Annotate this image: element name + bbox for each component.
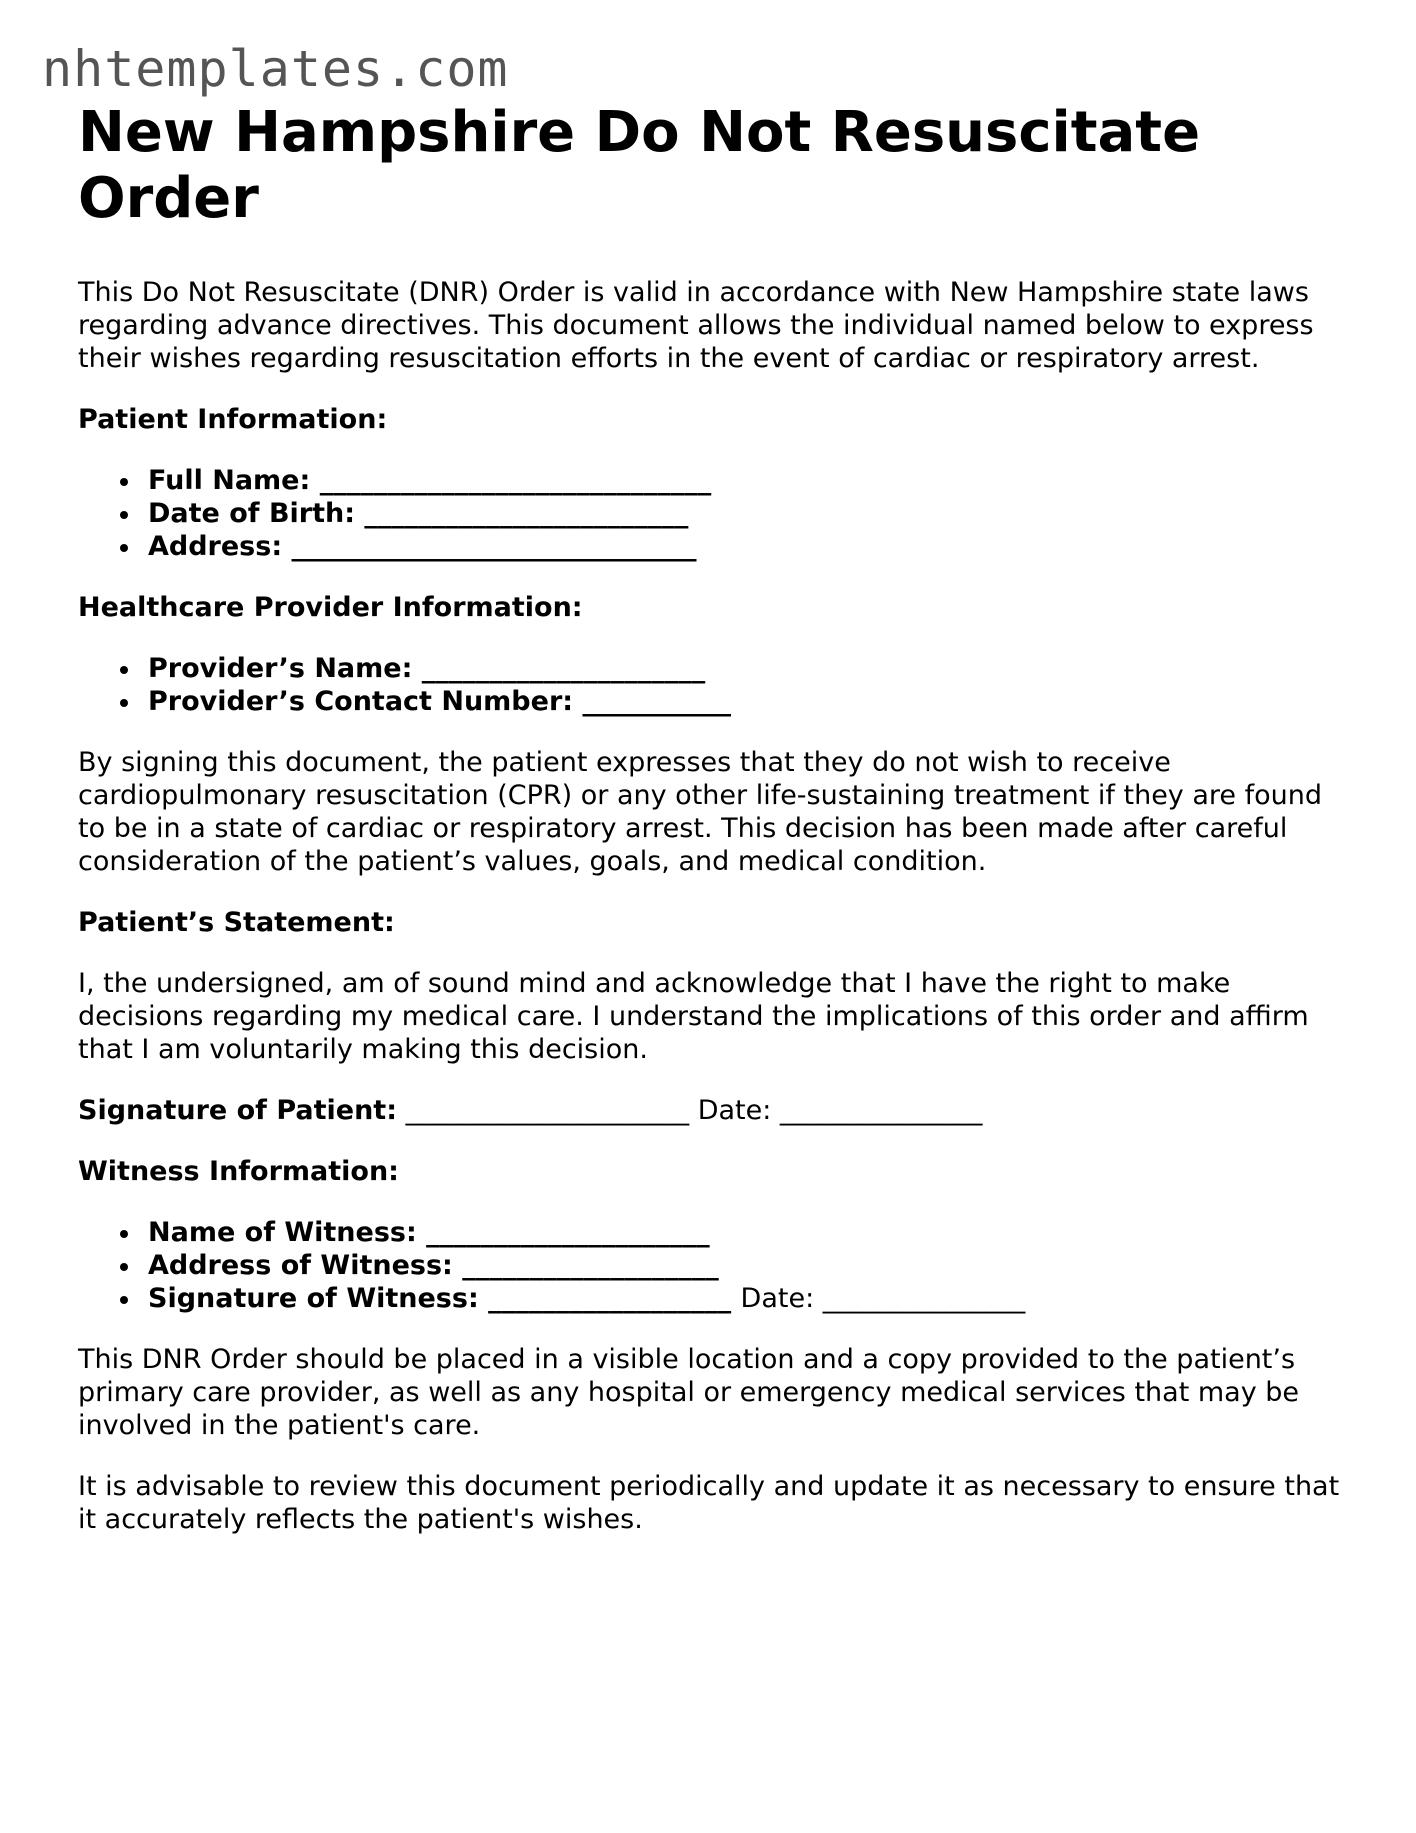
placement-paragraph: This DNR Order should be placed in a visible location and a copy provided to the patient’s primary care provider, as well as any hospital or emergency medical services that may be involved in the patient's care.: [78, 1344, 1300, 1441]
provider-information-heading: Healthcare Provider Information:: [78, 592, 583, 623]
document-title: New Hampshire Do Not Resuscitate Order: [78, 100, 1201, 231]
patient-information-heading: Patient Information:: [78, 404, 388, 435]
patient-signature-line: [78, 1094, 1348, 1127]
witness-signature-label: Signature of Witness:: [148, 1283, 489, 1314]
witness-signature-date: Date: _______________: [740, 1283, 1026, 1314]
witness-information-list: [78, 1216, 1348, 1315]
provider-name-field: Provider’s Name: _____________________: [148, 652, 1348, 685]
witness-signature-blank: __________________: [488, 1283, 741, 1314]
patient-information-list: [78, 464, 1348, 563]
patient-signature-date: Date: _______________: [697, 1095, 983, 1126]
patient-statement-text: I, the undersigned, am of sound mind and acknowledge that I have the right to make decisions regarding my medical care. I understand the implications of this order and affirm that I am voluntarily making this decision.: [78, 968, 1309, 1065]
full-name-field: Full Name: _____________________________: [148, 464, 1348, 497]
witness-address-field: Address of Witness: ___________________: [148, 1249, 1348, 1282]
review-paragraph: It is advisable to review this document periodically and update it as necessary to ensure that it accurately reflects the patient's wishes.: [78, 1471, 1340, 1535]
provider-contact-field: Provider’s Contact Number: ___________: [148, 685, 1348, 718]
address-field: Address: ______________________________: [148, 530, 1348, 563]
consent-paragraph: By signing this document, the patient expresses that they do not wish to receive cardiopulmonary resuscitation (CPR) or any other life-sustaining treatment if they are found to be in a state of cardiac or respiratory arrest. This decision has been made after careful consideration of the patient’s values, goals, and medical condition.: [78, 747, 1323, 877]
site-watermark: nhtemplates.com: [42, 40, 509, 98]
date-of-birth-field: Date of Birth: ________________________: [148, 497, 1348, 530]
patient-statement-heading: Patient’s Statement:: [78, 907, 395, 938]
witness-name-field: Name of Witness: _____________________: [148, 1216, 1348, 1249]
witness-signature-field: [148, 1282, 1348, 1315]
patient-signature-label: Signature of Patient:: [78, 1095, 398, 1126]
patient-signature-blank: _____________________: [397, 1095, 698, 1126]
witness-information-heading: Witness Information:: [78, 1156, 399, 1187]
intro-paragraph: This Do Not Resuscitate (DNR) Order is valid in accordance with New Hampshire state laws regarding advance directives. This document allows the individual named below to express their wishes regarding resuscitation efforts in the event of cardiac or respiratory arrest.: [78, 277, 1314, 374]
document-page: [78, 100, 1348, 1536]
provider-information-list: [78, 652, 1348, 718]
